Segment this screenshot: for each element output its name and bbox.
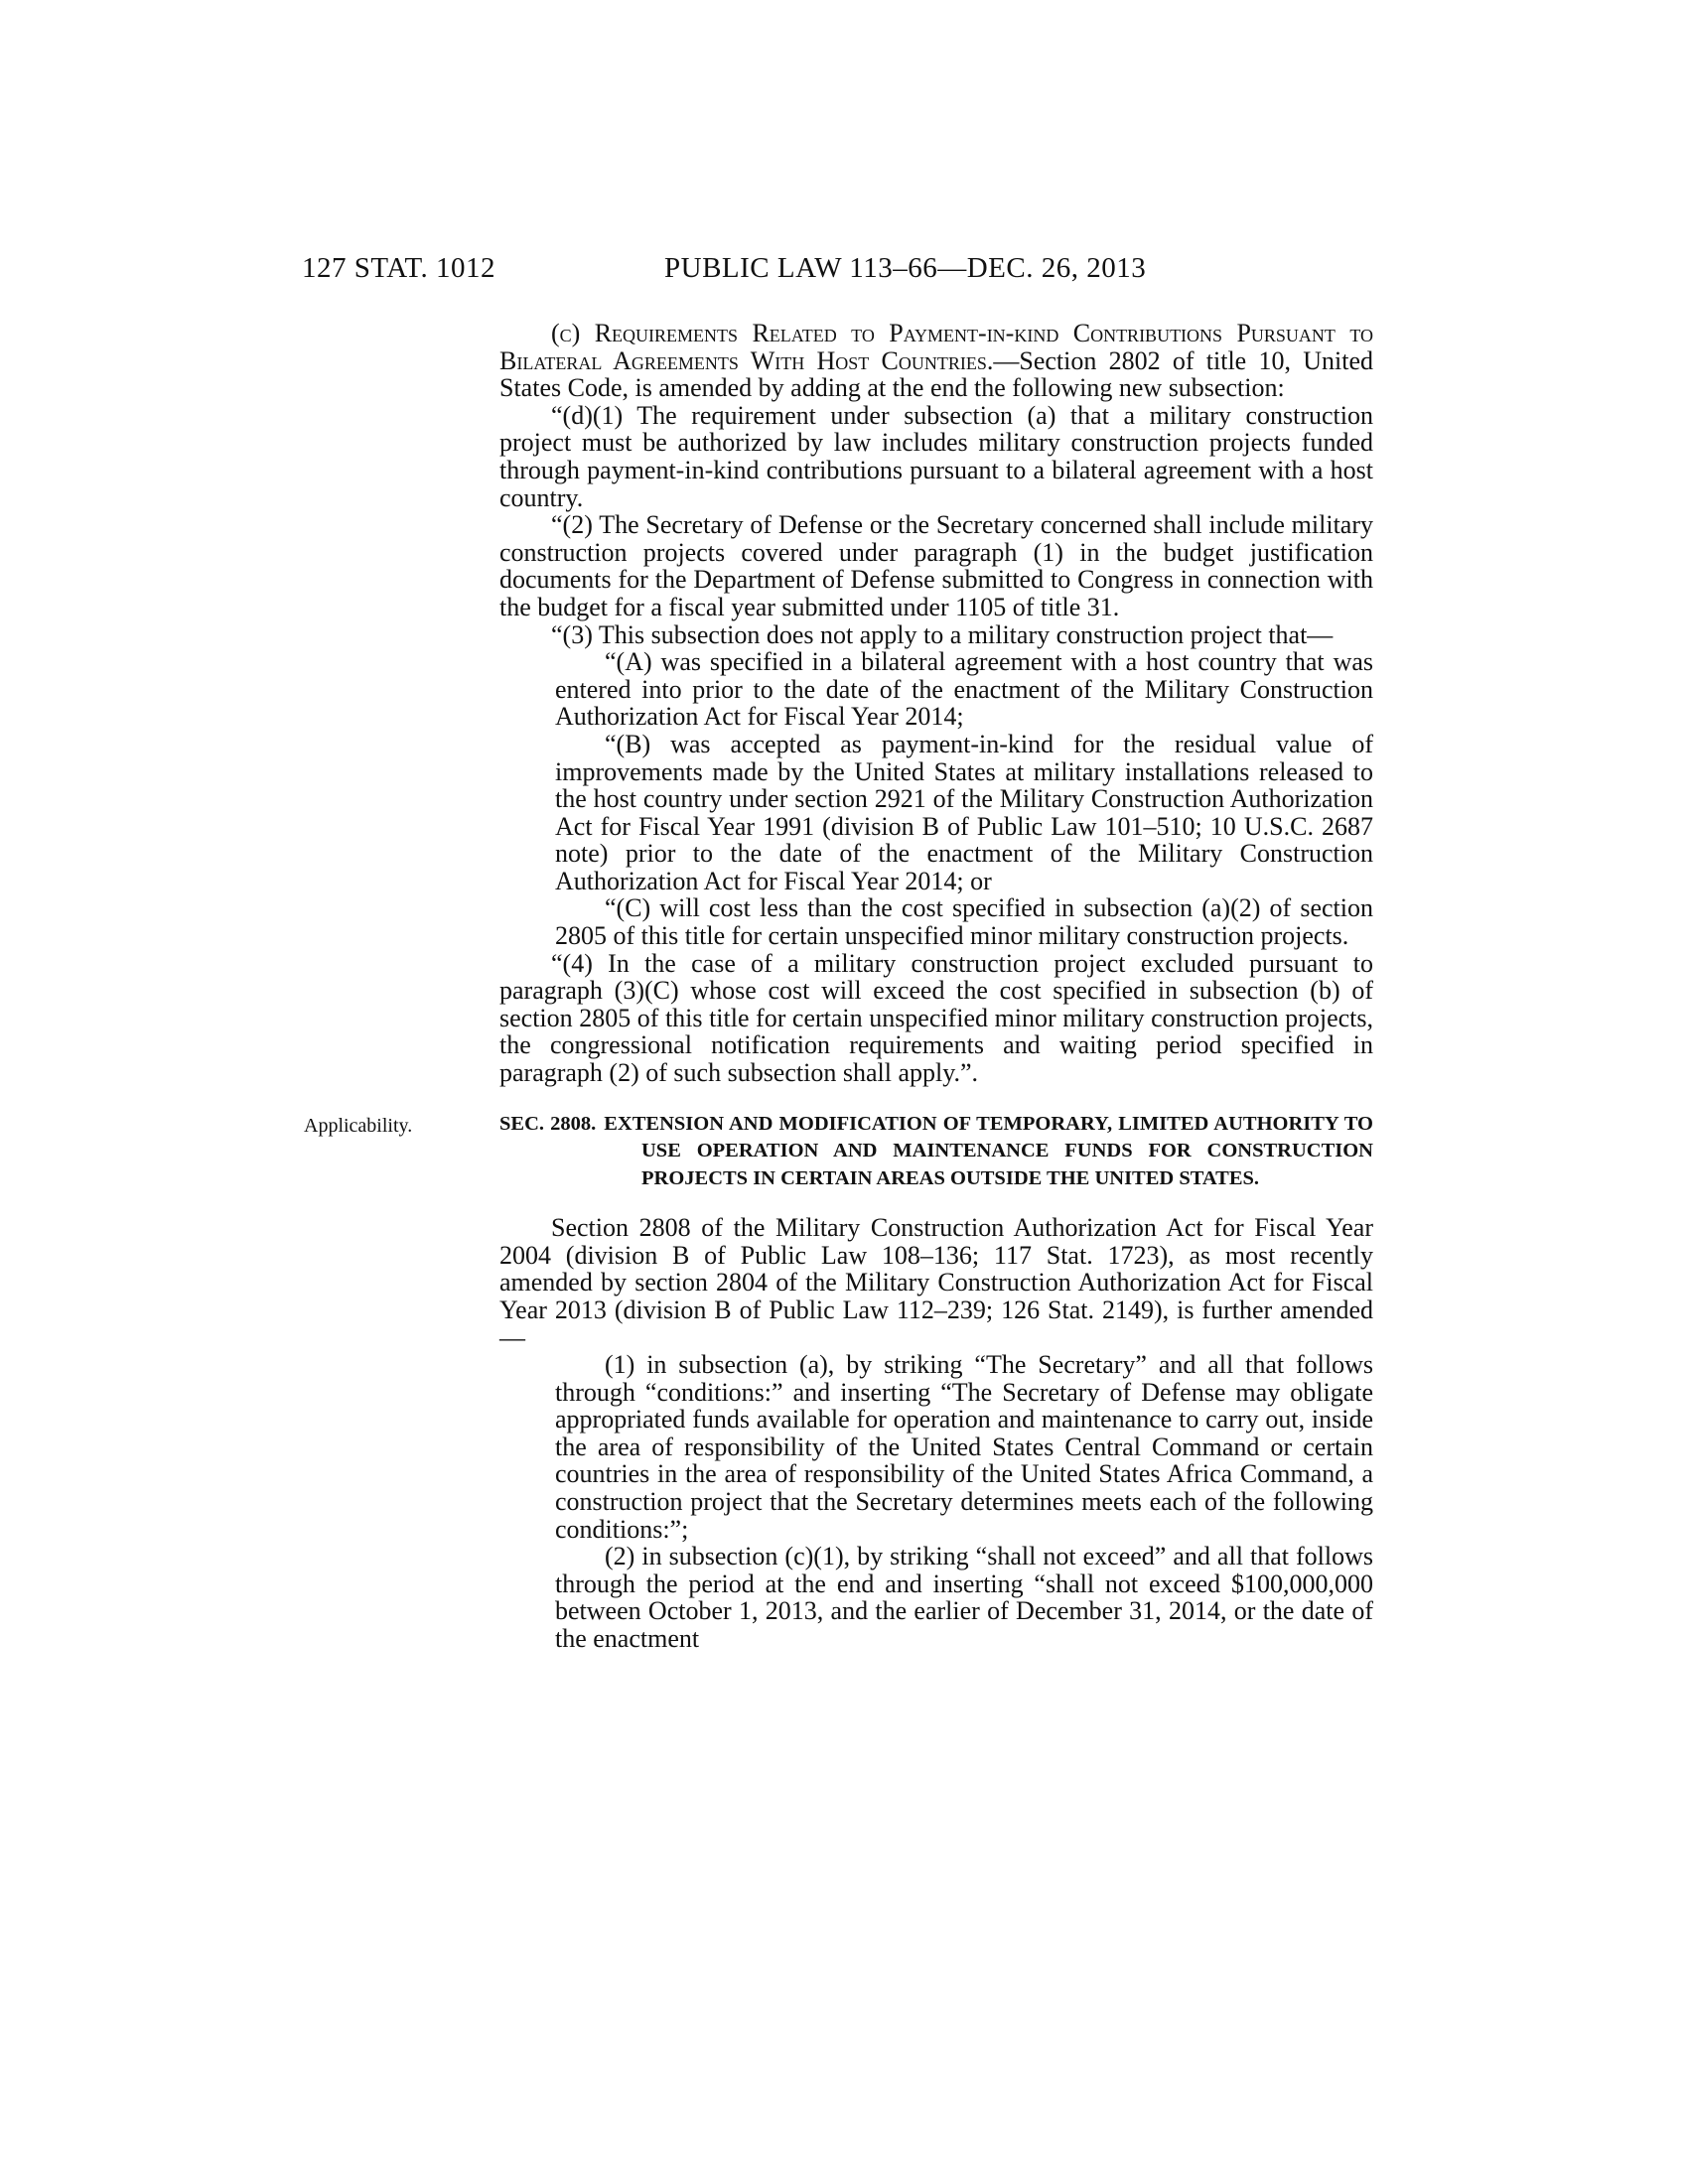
document-body: [499, 320, 1373, 1653]
running-header: PUBLIC LAW 113–66—DEC. 26, 2013: [664, 252, 1147, 284]
paragraph-4: “(4) In the case of a military construction project excluded pursuant to paragraph (3)(C) whose cost will exceed the cost specified in subsection (b) of section 2805 of this title for certain unspecified minor military construction projects, the congressional notification requirements and waiting period specified in paragraph (2) of such subsection shall apply.”.: [499, 948, 1373, 1088]
subsection-c: [499, 320, 1373, 402]
statute-page-reference: 127 STAT. 1012: [302, 252, 496, 284]
subsection-c-heading: (c) Requirements Related to Payment-in-kind Contributions Pursuant to Bilateral Agreements With Host Countries.: [499, 319, 1373, 375]
amendment-item-2: (2) in subsection (c)(1), by striking “shall not exceed” and all that follows through the period at the end and inserting “shall not exceed $100,000,000 between October 1, 2013, and the earlier of December 31, 2014, or the date of the enactment: [555, 1542, 1373, 1654]
section-title: EXTENSION AND MODIFICATION OF TEMPORARY, LIMITED AUTHORITY TO USE OPERATION AND MAINTENANCE FUNDS FOR CONSTRUCTION PROJECTS IN CERTAIN AREAS OUTSIDE THE UNITED STATES.: [604, 1112, 1373, 1189]
subsection-c-text: —Section 2802 of title 10, United States Code, is amended by adding at the end the following new subsection:: [499, 345, 1373, 403]
paragraph-2: “(2) The Secretary of Defense or the Secretary concerned shall include military construction projects covered under paragraph (1) in the budget justification documents for the Department of Defense submitted to Congress in connection with the budget for a fiscal year submitted under 1105 of title 31.: [499, 510, 1373, 621]
subparagraph-a: “(A) was specified in a bilateral agreement with a host country that was entered into prior to the date of the enactment of the Military Construction Authorization Act for Fiscal Year 2014;: [555, 647, 1373, 732]
section-heading: [499, 1111, 1373, 1193]
section-number: SEC. 2808.: [499, 1112, 597, 1135]
paragraph-d1: “(d)(1) The requirement under subsection (a) that a military construction project must be authorized by law includes military construction projects funded through payment-in-kind contributions pursuant to a bilateral agreement with a host country.: [499, 400, 1373, 512]
paragraph-3: “(3) This subsection does not apply to a military construction project that—: [551, 619, 1334, 649]
margin-note: Applicability.: [304, 1115, 413, 1137]
subparagraph-b: “(B) was accepted as payment-in-kind for the residual value of improvements made by the United States at military installations released to the host country under section 2921 of the Military Construction Authorization Act for Fiscal Year 1991 (division B of Public Law 101–510; 10 U.S.C. 2687 note) prior to the date of the enactment of the Military Construction Authorization Act for Fiscal Year 2014; or: [555, 729, 1373, 895]
section-intro: Section 2808 of the Military Construction Authorization Act for Fiscal Year 2004 (division B of Public Law 108–136; 117 Stat. 1723), as most recently amended by section 2804 of the Military Construction Authorization Act for Fiscal Year 2013 (division B of Public Law 112–239; 126 Stat. 2149), is further amended—: [499, 1213, 1373, 1352]
subparagraph-c: “(C) will cost less than the cost specified in subsection (a)(2) of section 2805 of this title for certain unspecified minor military construction projects.: [555, 893, 1373, 951]
amendment-item-1: (1) in subsection (a), by striking “The Secretary” and all that follows through “conditions:” and inserting “The Secretary of Defense may obligate appropriated funds available for operation and maintenance to carry out, inside the area of responsibility of the United States Central Command or certain countries in the area of responsibility of the United States Africa Command, a construction project that the Secretary determines meets each of the following conditions:”;: [555, 1350, 1373, 1544]
